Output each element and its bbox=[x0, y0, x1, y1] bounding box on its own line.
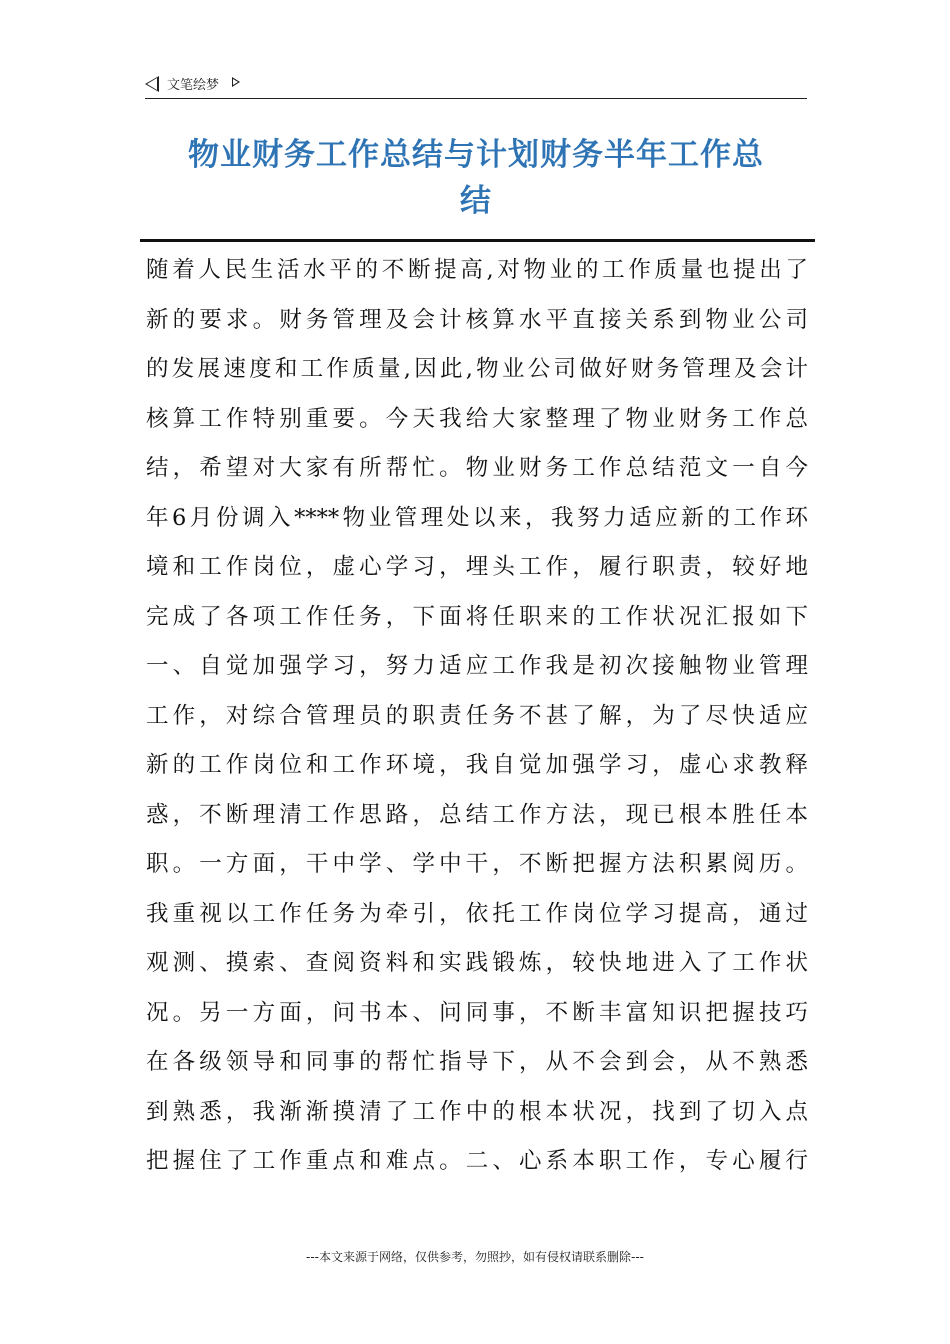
brand-name: 文笔绘梦 bbox=[167, 78, 220, 93]
title-line: 结 bbox=[460, 183, 492, 219]
footer-disclaimer: ---本文来源于网络，仅供参考，勿照抄，如有侵权请联系删除--- bbox=[306, 1250, 644, 1264]
text-line: 观测、摸索、查阅资料和实践锻炼，较快地进入了工作状 bbox=[146, 950, 808, 976]
text-line: 一、自觉加强学习，努力适应工作我是初次接触物业管理 bbox=[146, 653, 808, 679]
header bbox=[145, 70, 807, 98]
text-line: 年6月份调入****物业管理处以来，我努力适应新的工作环 bbox=[146, 504, 808, 531]
text-line: 工作，对综合管理员的职责任务不甚了解，为了尽快适应 bbox=[146, 702, 808, 729]
text-line: 的发展速度和工作质量,因此,物业公司做好财务管理及会计 bbox=[146, 356, 808, 382]
text-line: 境和工作岗位，虚心学习，埋头工作，履行职责，较好地 bbox=[146, 554, 808, 580]
text-line: 职。一方面，干中学、学中干，不断把握方法积累阅历。 bbox=[146, 851, 808, 877]
text-line: 新的工作岗位和工作环境，我自觉加强学习，虚心求教释 bbox=[146, 752, 808, 778]
page-title bbox=[145, 132, 807, 224]
header-divider bbox=[145, 98, 807, 99]
text-line: 新的要求。财务管理及会计核算水平直接关系到物业公司 bbox=[146, 306, 808, 333]
text-line: 在各级领导和同事的帮忙指导下，从不会到会，从不熟悉 bbox=[146, 1049, 808, 1075]
text-line: 结，希望对大家有所帮忙。物业财务工作总结范文一自今 bbox=[146, 455, 808, 481]
text-line: 况。另一方面，问书本、问同事，不断丰富知识把握技巧 bbox=[146, 999, 808, 1026]
title-line: 物业财务工作总结与计划财务半年工作总 bbox=[188, 137, 764, 173]
text-line: 我重视以工作任务为牵引，依托工作岗位学习提高，通过 bbox=[146, 900, 808, 927]
title-divider bbox=[140, 239, 815, 242]
text-line: 到熟悉，我渐渐摸清了工作中的根本状况，找到了切入点 bbox=[146, 1098, 808, 1125]
triangle-right-icon bbox=[232, 77, 240, 87]
triangle-left-icon bbox=[145, 76, 159, 92]
text-line: 把握住了工作重点和难点。二、心系本职工作，专心履行 bbox=[146, 1148, 808, 1174]
text-line: 完成了各项工作任务，下面将任职来的工作状况汇报如下 bbox=[146, 603, 808, 630]
text-line: 核算工作特别重要。今天我给大家整理了物业财务工作总 bbox=[146, 405, 808, 432]
body-text bbox=[146, 246, 808, 1187]
text-line: 惑，不断理清工作思路，总结工作方法，现已根本胜任本 bbox=[146, 801, 808, 828]
text-line: 随着人民生活水平的不断提高,对物业的工作质量也提出了 bbox=[146, 257, 808, 283]
